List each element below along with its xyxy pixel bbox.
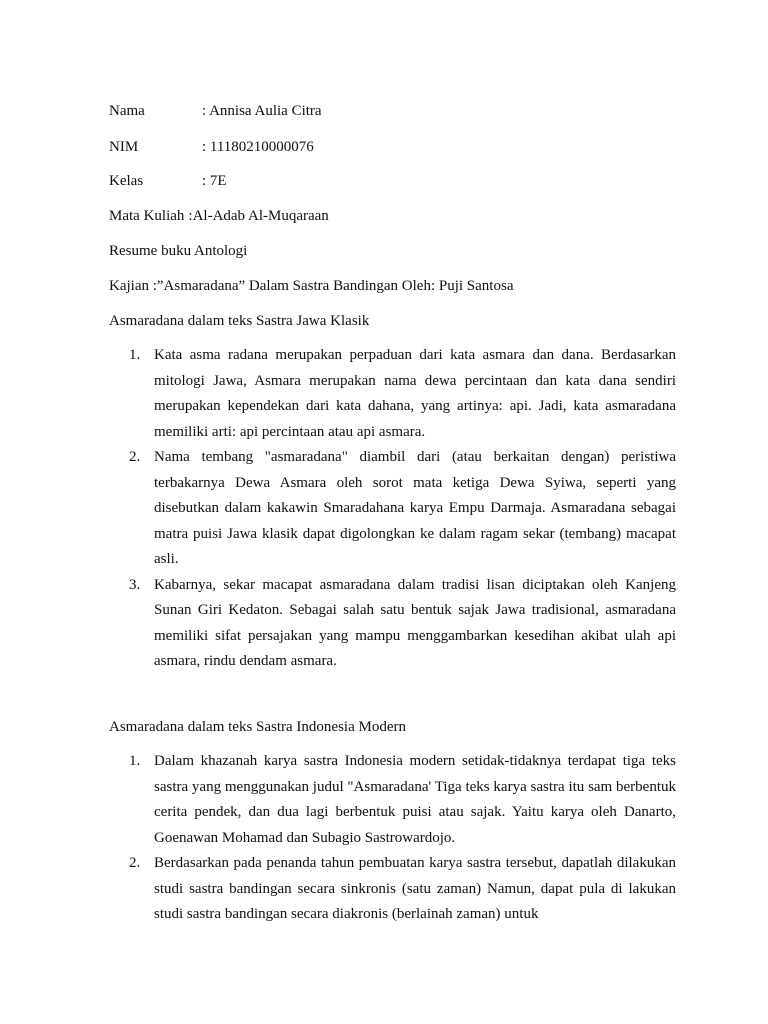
list-text: Nama tembang "asmaradana" diambil dari (atau berkaitan dengan) peristiwa terbakarnya Dewa Asmara oleh sorot mata ketiga Dewa Syiwa, seperti yang disebutkan dalam kakawin Smaradahana karya Empu Darmaja. Asmaradana sebagai matra puisi Jawa klasik dapat digolongkan ke dalam ragam sekar (tembang) macapat asli. <box>154 449 676 567</box>
kajian-line: Kajian :”Asmaradana” Dalam Sastra Bandingan Oleh: Puji Santosa <box>109 278 514 294</box>
field-kelas <box>109 171 227 191</box>
section-heading-klasik: Asmaradana dalam teks Sastra Jawa Klasik <box>109 313 370 329</box>
list-klasik <box>109 343 676 675</box>
list-number: 1. <box>129 753 141 769</box>
field-value: : 11180210000076 <box>202 139 314 155</box>
field-label: Kelas <box>109 173 144 189</box>
list-item <box>109 749 676 851</box>
field-label: NIM <box>109 139 139 155</box>
list-item <box>109 445 676 573</box>
list-text: Kabarnya, sekar macapat asmaradana dalam tradisi lisan diciptakan oleh Kanjeng Sunan Giri Kedaton. Sebagai salah satu bentuk sajak Jawa tradisional, asmaradana memiliki sifat persajakan yang mampu menggambarkan kesedihan akibat ulah api asmara, rindu dendam asmara. <box>154 576 676 669</box>
section-heading-modern: Asmaradana dalam teks Sastra Indonesia Modern <box>109 719 406 735</box>
list-number: 2. <box>129 449 141 465</box>
field-label: Nama <box>109 103 145 119</box>
list-item <box>109 851 676 928</box>
field-mata-kuliah <box>109 206 329 226</box>
list-text: Kata asma radana merupakan perpaduan dari kata asmara dan dana. Berdasarkan mitologi Jawa, Asmara merupakan nama dewa percintaan dan kata dana sendiri merupakan kependekan dari kata dahana, yang artinya: api. Jadi, kata asmaradana memiliki arti: api percintaan atau api asmara. <box>154 347 676 440</box>
list-text: Berdasarkan pada penanda tahun pembuatan karya sastra tersebut, dapatlah dilakukan studi sastra bandingan secara sinkronis (satu zaman) Namun, dapat pula di lakukan studi sastra bandingan secara diakronis (berlainah zaman) untuk <box>154 855 676 922</box>
field-nim <box>109 137 314 157</box>
list-item <box>109 573 676 675</box>
field-nama <box>109 101 322 121</box>
list-text: Dalam khazanah karya sastra Indonesia modern setidak-tidaknya terdapat tiga teks sastra yang menggunakan judul "Asmaradana' Tiga teks karya sastra itu sam berbentuk cerita pendek, dan dua lagi berbentuk puisi atau sajak. Yaitu karya oleh Danarto, Goenawan Mohamad dan Subagio Sastrowardojo. <box>154 753 676 846</box>
field-value: : Annisa Aulia Citra <box>202 103 322 119</box>
list-modern <box>109 749 676 928</box>
field-value: :Al-Adab Al-Muqaraan <box>188 208 329 224</box>
list-number: 2. <box>129 855 141 871</box>
field-label: Mata Kuliah <box>109 208 185 224</box>
resume-title: Resume buku Antologi <box>109 243 248 259</box>
list-number: 3. <box>129 576 141 593</box>
field-value: : 7E <box>202 173 227 189</box>
list-number: 1. <box>129 347 141 363</box>
list-item <box>109 343 676 445</box>
